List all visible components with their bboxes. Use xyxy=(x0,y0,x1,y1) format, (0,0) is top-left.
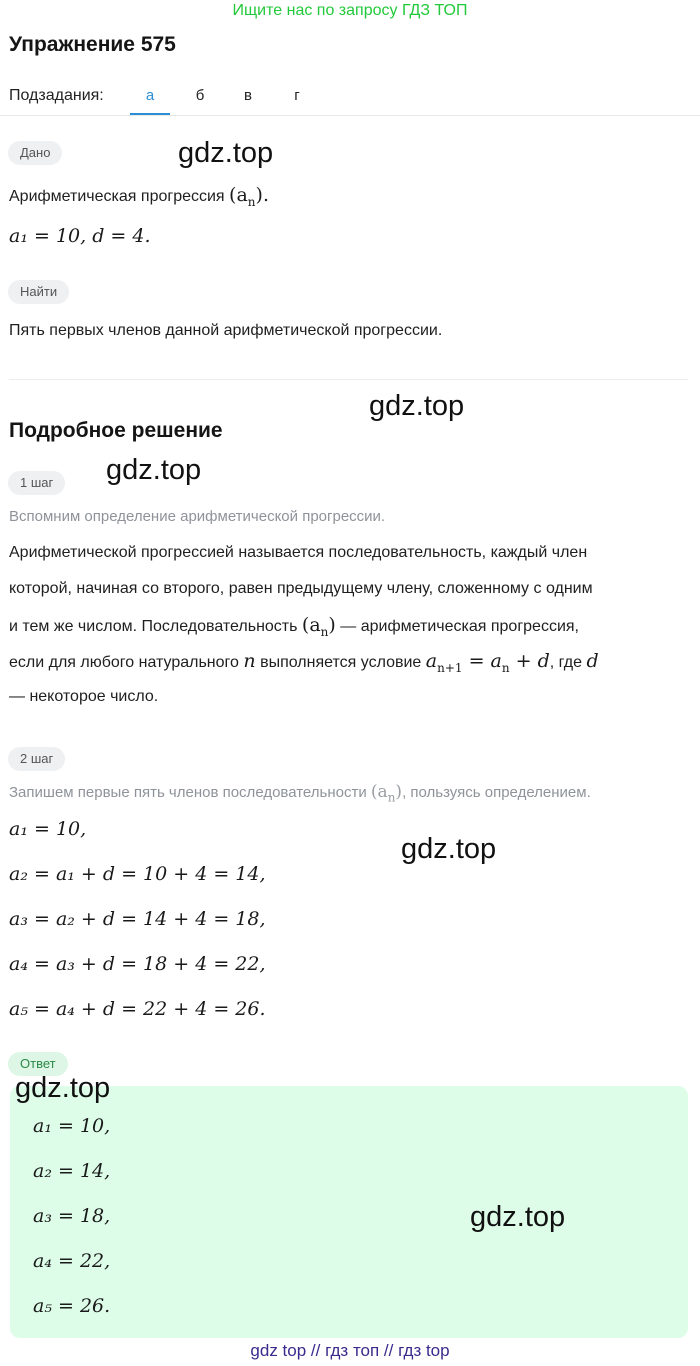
answer-box xyxy=(10,1086,688,1338)
answer-line-3: a₃ = 18, xyxy=(33,1205,111,1227)
watermark: gdz.top xyxy=(470,1201,566,1233)
given-seq: $(a_n)$. xyxy=(229,184,269,209)
given-text xyxy=(9,184,269,209)
step2-eq-5: a₅ = a₄ + d = 22 + 4 = 26. xyxy=(9,998,266,1020)
tab-a[interactable]: а xyxy=(145,87,155,104)
tab-b[interactable]: б xyxy=(195,87,205,104)
tabs-divider xyxy=(0,115,700,116)
exercise-title: Упражнение 575 xyxy=(9,33,176,56)
watermark: gdz.top xyxy=(106,454,202,486)
watermark: gdz.top xyxy=(401,833,497,865)
section-divider xyxy=(9,379,688,380)
answer-chip: Ответ xyxy=(8,1052,68,1076)
step1-line4: если для любого натурального n выполняется условие $a_{n+1} = a_n + d$, где d xyxy=(9,650,599,675)
step2-hint: Запишем первые пять членов последовательности $(a_n)$, пользуясь определением. xyxy=(9,782,591,805)
answer-line-5: a₅ = 26. xyxy=(33,1295,111,1317)
tab-v[interactable]: в xyxy=(244,87,252,104)
step2-eq-1: a₁ = 10, xyxy=(9,818,87,840)
watermark: gdz.top xyxy=(369,390,465,422)
step1-chip: 1 шаг xyxy=(8,471,65,495)
step2-eq-2: a₂ = a₁ + d = 10 + 4 = 14, xyxy=(9,863,266,885)
step1-line1: Арифметической прогрессией называется последовательность, каждый член xyxy=(9,544,588,561)
step2-eq-3: a₃ = a₂ + d = 14 + 4 = 18, xyxy=(9,908,266,930)
watermark: gdz.top xyxy=(15,1072,111,1104)
given-label: Арифметическая прогрессия xyxy=(9,188,225,205)
step1-hint: Вспомним определение арифметической прогрессии. xyxy=(9,508,386,525)
find-text: Пять первых членов данной арифметической прогрессии. xyxy=(9,322,443,339)
answer-line-4: a₄ = 22, xyxy=(33,1250,111,1272)
answer-line-2: a₂ = 14, xyxy=(33,1160,111,1182)
step1-line2: которой, начиная со второго, равен предыдущему члену, сложенному с одним xyxy=(9,580,593,597)
subtasks-label: Подзадания: xyxy=(9,87,104,104)
step1-line5: — некоторое число. xyxy=(9,688,159,705)
watermark: gdz.top xyxy=(178,137,274,169)
step2-eq-4: a₄ = a₃ + d = 18 + 4 = 22, xyxy=(9,953,266,975)
tab-g[interactable]: г xyxy=(294,87,300,104)
given-values: a₁ = 10, d = 4. xyxy=(9,225,151,247)
step2-chip: 2 шаг xyxy=(8,747,65,771)
solution-title: Подробное решение xyxy=(9,419,223,442)
answer-line-1: a₁ = 10, xyxy=(33,1115,111,1137)
step1-line3: и тем же числом. Последовательность $(a_n)$ — арифметическая прогрессия, xyxy=(9,614,579,639)
find-chip: Найти xyxy=(8,280,69,304)
promo-banner[interactable]: Ищите нас по запросу ГДЗ ТОП xyxy=(232,2,468,19)
footer-links[interactable]: gdz top // гдз топ // гдз top xyxy=(250,1341,450,1360)
given-chip: Дано xyxy=(8,141,62,165)
